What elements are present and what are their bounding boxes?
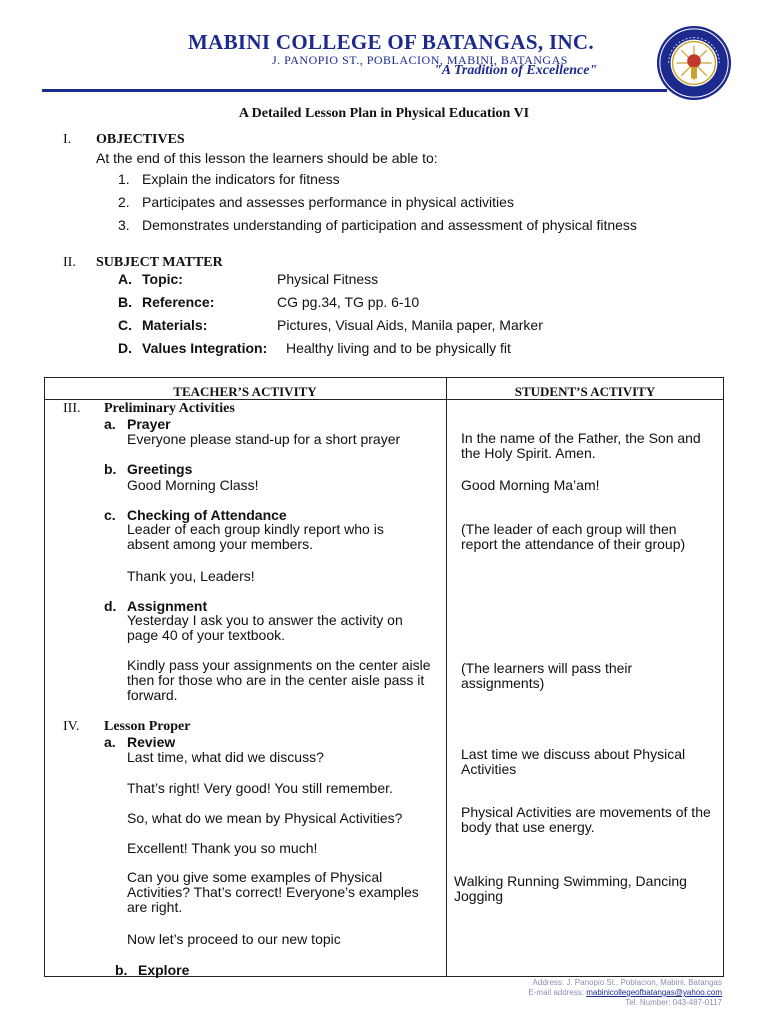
attendance-title: Checking of Attendance <box>127 507 287 523</box>
prayer-teacher-text: Everyone please stand-up for a short prayer <box>127 431 401 447</box>
subject-letter: B. <box>118 294 132 310</box>
assignment-teacher-text: Yesterday I ask you to answer the activity on page 40 of your textbook. <box>127 612 403 643</box>
review-title: Review <box>127 734 176 750</box>
college-motto: "A Tradition of Excellence" <box>434 63 598 78</box>
prayer-letter: a. <box>104 416 116 432</box>
footer-email-label: E-mail address: <box>528 988 584 997</box>
footer-telephone: Tel. Number: 043-487-0117 <box>625 998 722 1007</box>
assignment-letter: d. <box>104 598 117 614</box>
footer-address: Address: J. Panopio St., Poblacion, Mabini, Batangas <box>532 978 722 987</box>
preliminary-numeral: III. <box>63 401 81 416</box>
subject-label-topic: Topic: <box>142 271 183 287</box>
subject-value-values: Healthy living and to be physically fit <box>286 340 511 356</box>
objective-item: Demonstrates understanding of participation and assessment of physical fitness <box>142 217 637 233</box>
objective-item: Participates and assesses performance in physical activities <box>142 194 514 210</box>
greetings-letter: b. <box>104 461 117 477</box>
college-address: J. PANOPIO ST., POBLACION, MABINI, BATANGAS <box>272 53 568 67</box>
attendance-student-text: (The leader of each group will then report the attendance of their group) <box>461 521 686 552</box>
review-teacher-question-2: So, what do we mean by Physical Activities? <box>127 810 403 826</box>
footer-email-line <box>528 988 722 997</box>
college-name: MABINI COLLEGE OF BATANGAS, INC. <box>188 30 594 54</box>
prayer-student-text: In the name of the Father, the Son and the Holy Spirit. Amen. <box>461 430 701 461</box>
review-student-examples: Walking Running Swimming, Dancing Jogging <box>454 873 687 904</box>
subject-value-materials: Pictures, Visual Aids, Manila paper, Marker <box>277 317 543 333</box>
greetings-teacher-text: Good Morning Class! <box>127 477 259 493</box>
attendance-teacher-thanks: Thank you, Leaders! <box>127 568 255 584</box>
review-teacher-question: Last time, what did we discuss? <box>127 749 324 765</box>
attendance-teacher-text: Leader of each group kindly report who is absent among your members. <box>127 521 384 552</box>
review-teacher-praise: That’s right! Very good! You still remember. <box>127 780 393 796</box>
assignment-title: Assignment <box>127 598 208 614</box>
explore-title: Explore <box>138 962 190 978</box>
objective-number: 3. <box>118 217 130 233</box>
document-title: A Detailed Lesson Plan in Physical Education VI <box>238 106 530 121</box>
review-teacher-examples: Can you give some examples of Physical Activities? That’s correct! Everyone’s examples are right. <box>127 869 419 915</box>
subject-label-reference: Reference: <box>142 294 215 310</box>
review-teacher-transition: Now let’s proceed to our new topic <box>127 931 341 947</box>
subject-label-materials: Materials: <box>142 317 208 333</box>
footer-email-link[interactable]: mabinicollegeofbatangas@yahoo.com <box>586 988 722 997</box>
teacher-activity-header: TEACHER’S ACTIVITY <box>173 384 317 399</box>
greetings-student-text: Good Morning Ma’am! <box>461 477 600 493</box>
review-letter: a. <box>104 734 116 750</box>
objectives-heading: OBJECTIVES <box>96 132 185 147</box>
lesson-proper-numeral: IV. <box>63 719 80 734</box>
header-divider <box>42 89 667 92</box>
subject-value-topic: Physical Fitness <box>277 271 379 287</box>
greetings-title: Greetings <box>127 461 193 477</box>
objective-number: 1. <box>118 171 130 187</box>
objective-number: 2. <box>118 194 130 210</box>
college-seal-icon <box>655 24 733 102</box>
assignment-student-text: (The learners will pass their assignments) <box>461 660 633 691</box>
lesson-proper-heading: Lesson Proper <box>104 719 191 734</box>
explore-letter: b. <box>115 962 128 978</box>
objectives-intro: At the end of this lesson the learners should be able to: <box>96 150 438 166</box>
objective-item: Explain the indicators for fitness <box>142 171 340 187</box>
review-teacher-thanks: Excellent! Thank you so much! <box>127 840 318 856</box>
objectives-numeral: I. <box>63 132 72 147</box>
subject-matter-heading: SUBJECT MATTER <box>96 255 223 270</box>
subject-letter: C. <box>118 317 132 333</box>
student-activity-header: STUDENT’S ACTIVITY <box>514 384 656 399</box>
preliminary-heading: Preliminary Activities <box>104 401 235 416</box>
table-column-divider <box>446 377 447 976</box>
subject-label-values: Values Integration: <box>142 340 268 356</box>
subject-letter: A. <box>118 271 132 287</box>
assignment-teacher-instructions: Kindly pass your assignments on the center aisle then for those who are in the center aisle pass it forward. <box>127 657 431 703</box>
subject-matter-numeral: II. <box>63 255 76 270</box>
review-student-answer: Last time we discuss about Physical Activities <box>461 746 686 777</box>
subject-letter: D. <box>118 340 132 356</box>
review-student-definition: Physical Activities are movements of the body that use energy. <box>461 804 711 835</box>
prayer-title: Prayer <box>127 416 171 432</box>
attendance-letter: c. <box>104 507 116 523</box>
subject-value-reference: CG pg.34, TG pp. 6-10 <box>277 294 420 310</box>
